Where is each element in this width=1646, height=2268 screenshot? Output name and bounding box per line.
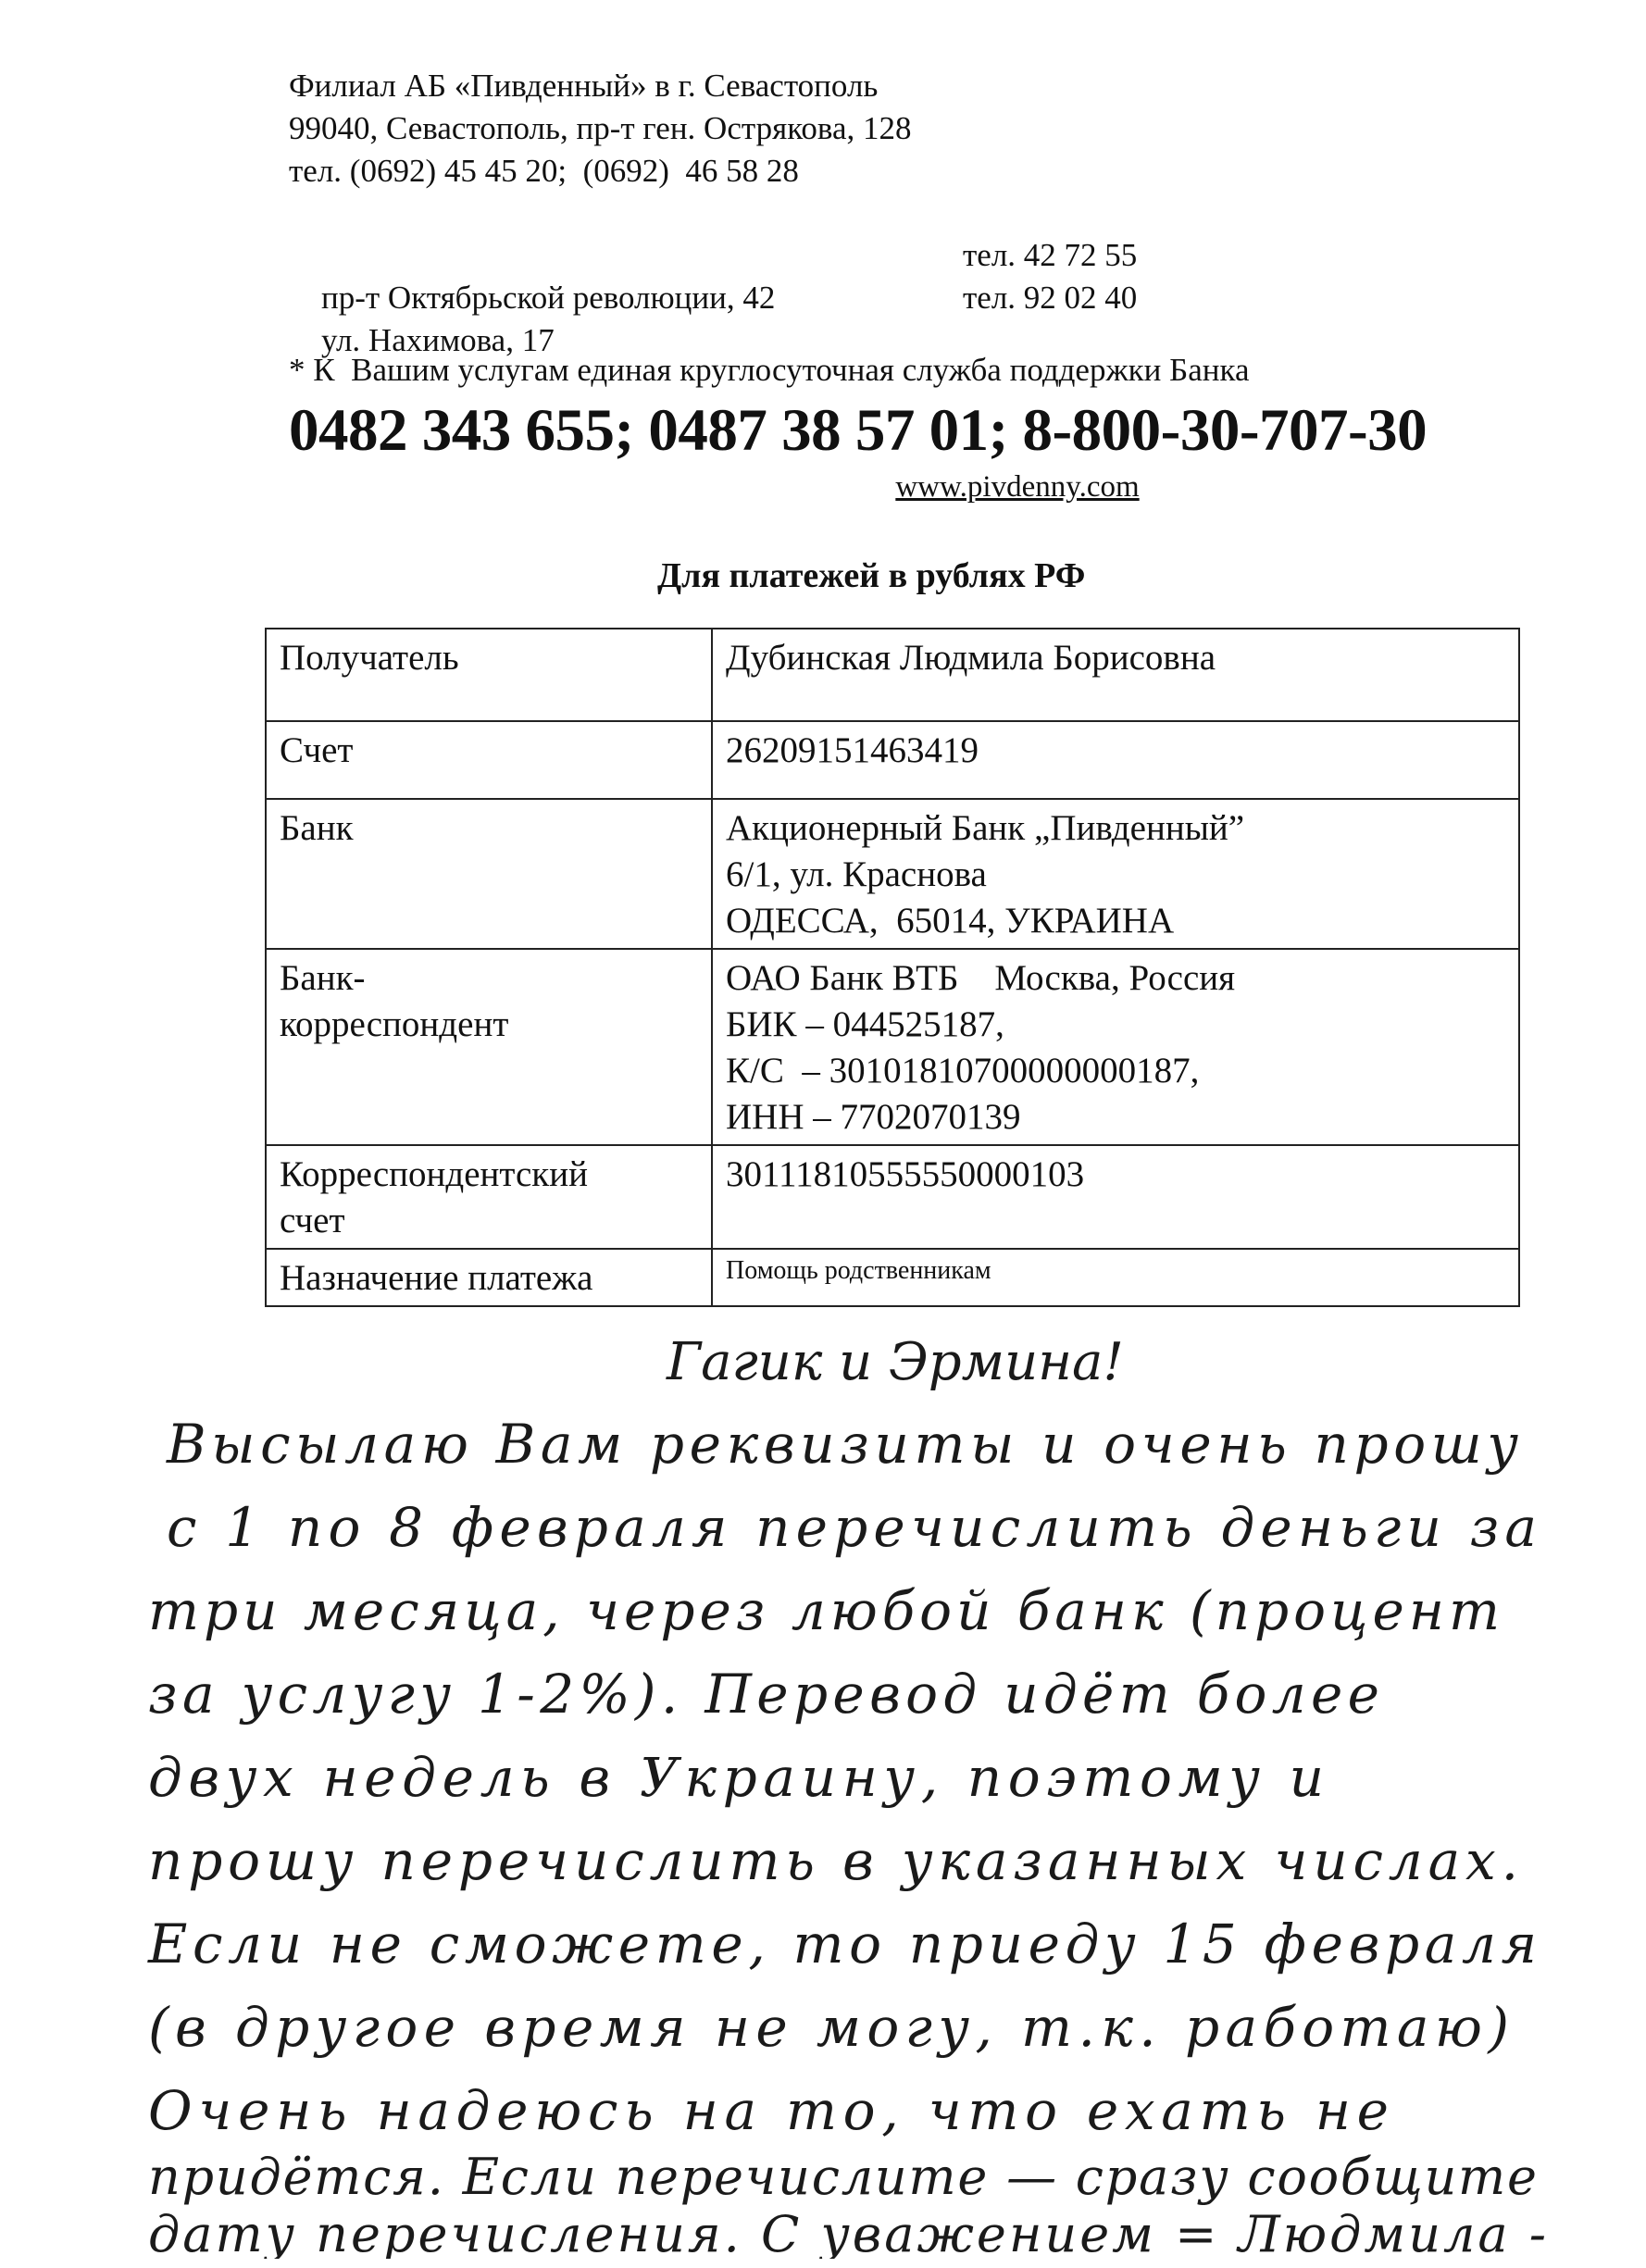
bank-phones: тел. (0692) 45 45 20; (0692) 46 58 28	[289, 153, 799, 189]
branch-address: ул. Нахимова, 17	[321, 322, 555, 358]
letter-line: придётся. Если перечислите — сразу сообщите	[148, 2148, 1537, 2206]
letter-line: за услугу 1-2%). Перевод идёт более	[148, 1663, 1379, 1726]
support-phone-numbers: 0482 343 655; 0487 38 57 01; 8-800-30-707-30	[289, 397, 1428, 464]
letter-line: Высылаю Вам реквизиты и очень прошу	[167, 1413, 1518, 1476]
letter-line: Очень надеюсь на то, что ехать не	[148, 2079, 1389, 2142]
letter-line: три месяца, через любой банк (процент	[148, 1579, 1500, 1642]
branch-phone: тел. 92 02 40	[963, 280, 1138, 316]
branch-address: пр-т Октябрьской революции, 42	[321, 280, 776, 316]
bank-header	[289, 65, 912, 193]
table-row	[266, 799, 1519, 949]
row-value: Акционерный Банк „Пивденный” 6/1, ул. Краснова ОДЕССА, 65014, УКРАИНА	[712, 799, 1519, 949]
table-row	[266, 629, 1519, 721]
table-row	[266, 1145, 1519, 1249]
handwritten-letter	[130, 1296, 1574, 2259]
row-label: Корреспондентский счет	[266, 1145, 712, 1249]
letter-line: (в другое время не могу, т.к. работаю)	[148, 1996, 1509, 2059]
branch-list	[289, 234, 1138, 358]
branch-phone: тел. 42 72 55	[963, 237, 1138, 273]
row-label: Назначение платежа	[266, 1249, 712, 1306]
row-value: Помощь родственникам	[712, 1249, 1519, 1306]
handwriting-svg	[130, 1296, 1574, 2259]
letter-line: с 1 по 8 февраля перечислить деньги за	[167, 1496, 1537, 1559]
row-label: Банк	[266, 799, 712, 949]
payment-details-table	[265, 628, 1520, 1307]
table-row	[266, 949, 1519, 1145]
website-row	[0, 470, 1646, 505]
payment-title: Для платежей в рублях РФ	[657, 556, 1086, 595]
support-note: * К Вашим услугам единая круглосуточная служба поддержки Банка	[289, 352, 1250, 388]
letter-line: Если не сможете, то приеду 15 февраля	[148, 1913, 1537, 1975]
row-value: ОАО Банк ВТБ Москва, Россия БИК – 044525187, К/С – 30101810700000000187, ИНН – 7702070139	[712, 949, 1519, 1145]
row-value: 26209151463419	[712, 721, 1519, 799]
bank-name: Филиал АБ «Пивденный» в г. Севастополь	[289, 68, 879, 104]
row-value: 30111810555550000103	[712, 1145, 1519, 1249]
table-row	[266, 721, 1519, 799]
row-value: Дубинская Людмила Борисовна	[712, 629, 1519, 721]
letter-line: прошу перечислить в указанных числах.	[148, 1829, 1518, 1892]
row-label: Банк- корреспондент	[266, 949, 712, 1145]
row-label: Получатель	[266, 629, 712, 721]
website-link[interactable]: www.pivdenny.com	[895, 470, 1140, 504]
letter-line: двух недель в Украину, поэтому и	[148, 1746, 1324, 1809]
letter-greeting: Гагик и Эрмина!	[667, 1332, 1124, 1392]
row-label: Счет	[266, 721, 712, 799]
bank-address: 99040, Севастополь, пр-т ген. Острякова, 128	[289, 110, 912, 146]
letter-line: дату перечисления. С уважением = Людмила -	[148, 2205, 1546, 2259]
branch-row	[289, 277, 1138, 358]
